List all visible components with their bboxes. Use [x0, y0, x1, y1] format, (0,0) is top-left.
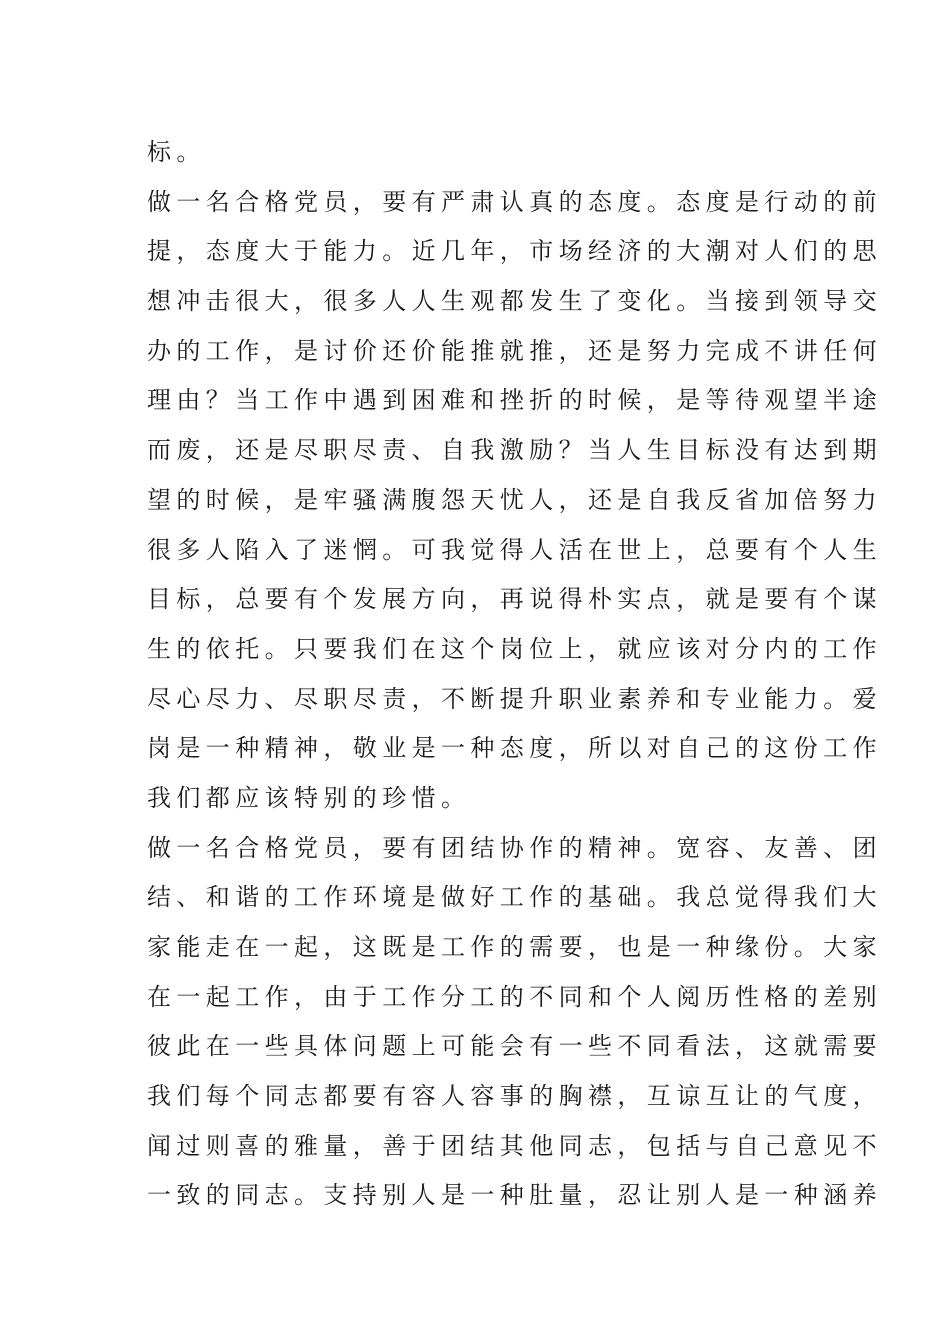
- text-line: 彼此在一些具体问题上可能会有一些不同看法，这就需要: [147, 1032, 882, 1061]
- text-line: 办的工作，是讨价还价能推就推，还是努力完成不讲任何: [147, 336, 882, 365]
- text-line: 结、和谐的工作环境是做好工作的基础。我总觉得我们大: [147, 883, 882, 912]
- text-line: 目标，总要有个发展方向，再说得朴实点，就是要有个谋: [147, 585, 882, 614]
- text-line: 家能走在一起，这既是工作的需要，也是一种缘份。大家: [147, 933, 882, 961]
- text-line: 做一名合格党员，要有团结协作的精神。宽容、友善、团: [147, 833, 882, 862]
- text-line: 一致的同志。支持别人是一种肚量，忍让别人是一种涵养: [147, 1181, 882, 1210]
- text-line: 标。: [147, 138, 206, 166]
- text-line: 望的时候，是牢骚满腹怨天忧人，还是自我反省加倍努力: [147, 485, 882, 514]
- text-line: 生的依托。只要我们在这个岗位上，就应该对分内的工作: [147, 634, 882, 663]
- text-line: 想冲击很大，很多人人生观都发生了变化。当接到领导交: [147, 287, 882, 316]
- text-line: 我们都应该特别的珍惜。: [147, 783, 471, 812]
- text-line: 做一名合格党员，要有严肃认真的态度。态度是行动的前: [147, 187, 882, 216]
- text-line: 而废，还是尽职尽责、自我激励？当人生目标没有达到期: [147, 436, 882, 465]
- text-line: 岗是一种精神，敬业是一种态度，所以对自己的这份工作: [147, 734, 882, 763]
- text-line: 闻过则喜的雅量，善于团结其他同志，包括与自己意见不: [147, 1131, 882, 1160]
- text-line: 提，态度大于能力。近几年，市场经济的大潮对人们的思: [147, 237, 882, 266]
- text-line: 尽心尽力、尽职尽责，不断提升职业素养和专业能力。爱: [147, 684, 882, 713]
- text-line: 很多人陷入了迷惘。可我觉得人活在世上，总要有个人生: [147, 535, 882, 564]
- text-line: 在一起工作，由于工作分工的不同和个人阅历性格的差别: [147, 982, 882, 1011]
- text-line: 我们每个同志都要有容人容事的胸襟，互谅互让的气度，: [147, 1082, 882, 1111]
- body-text: [147, 128, 882, 1221]
- text-line: 理由？当工作中遇到困难和挫折的时候，是等待观望半途: [147, 386, 882, 415]
